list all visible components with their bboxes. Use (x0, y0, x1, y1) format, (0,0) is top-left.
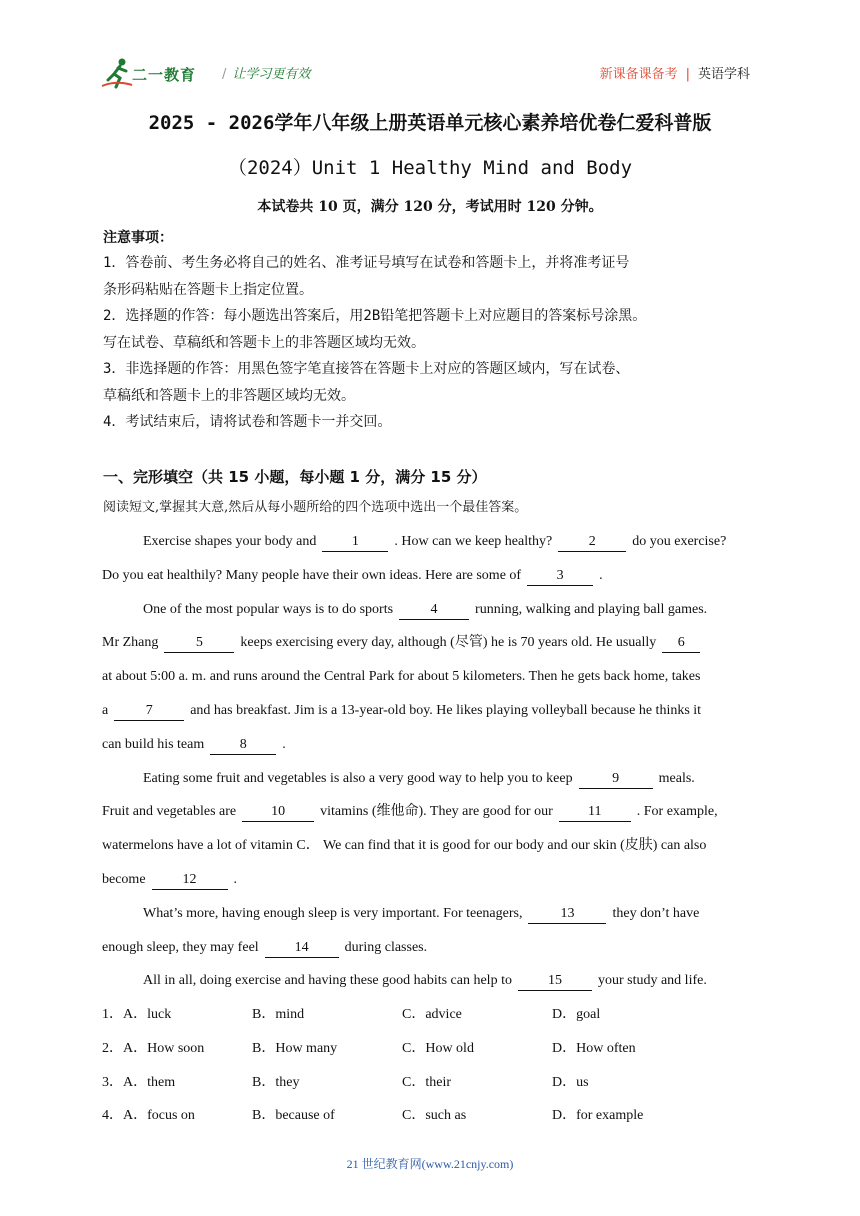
blank-2[interactable]: 2 (558, 533, 626, 552)
slash-icon: / (222, 67, 227, 82)
option-b[interactable]: B．mind (252, 1007, 305, 1022)
blank-3[interactable]: 3 (527, 567, 593, 586)
passage-line (102, 902, 766, 936)
passage-text: do you exercise? (632, 534, 727, 549)
passage-text: Mr Zhang (102, 635, 159, 651)
exam-info: 本试卷共 10 页，满分 120 分，考试用时 120 分钟。 (257, 199, 603, 215)
passage-line (102, 800, 766, 834)
blank-10[interactable]: 10 (242, 803, 314, 822)
section-instruction: 阅读短文,掌握其大意,然后从每小题所给的四个选项中选出一个最佳答案。 (103, 500, 528, 515)
question-4-options (102, 1105, 766, 1139)
blank-14[interactable]: 14 (265, 939, 339, 958)
passage-text: a (102, 702, 109, 718)
notes-line: 条形码粘贴在答题卡上指定位置。 (103, 281, 313, 298)
passage-line (102, 631, 766, 665)
blank-12[interactable]: 12 (152, 871, 228, 890)
passage-line (102, 767, 766, 801)
passage-text: enough sleep, they may feel (102, 939, 259, 955)
passage-text: running, walking and playing ball games. (475, 601, 708, 617)
notes-heading: 注意事项： (103, 230, 173, 246)
blank-9[interactable]: 9 (579, 770, 653, 789)
option-c[interactable]: C．their (402, 1074, 451, 1090)
option-d[interactable]: D．for example (552, 1108, 644, 1124)
passage-text: . For example, (636, 804, 718, 820)
passage-line (102, 868, 766, 902)
logo-text: 二一教育 (132, 66, 197, 84)
header-org: 新课备课备考 (599, 67, 678, 82)
passage-text: can build his team (102, 736, 205, 752)
option-a[interactable]: 2．A．How soon (102, 1040, 205, 1056)
passage-text: All in all, doing exercise and having these good habits can help to (143, 973, 512, 989)
option-c[interactable]: C．How old (402, 1040, 474, 1056)
blank-5[interactable]: 5 (164, 634, 234, 653)
header-subject: 英语学科 (697, 67, 750, 82)
passage-line (102, 936, 766, 970)
page-subtitle: （2024）Unit 1 Healthy Mind and Body (227, 157, 633, 179)
header-right (600, 63, 750, 82)
option-d[interactable]: D．How often (552, 1040, 636, 1056)
option-d[interactable]: D．us (552, 1074, 589, 1090)
passage-text: meals. (658, 770, 695, 786)
runner-icon (100, 56, 134, 90)
logo (100, 56, 212, 90)
passage-text: and has breakfast. Jim is a 13-year-old boy. He likes playing volleyball because he thinks it (190, 702, 702, 718)
blank-1[interactable]: 1 (322, 533, 388, 552)
passage-line: watermelons have a lot of vitamin C． We can find that it is good for our body and our skin (皮肤) can also (102, 838, 707, 854)
option-b[interactable]: B．they (252, 1074, 300, 1090)
option-d[interactable]: D．goal (552, 1007, 601, 1022)
question-3-options (102, 1072, 766, 1106)
answer-options (102, 1004, 766, 1139)
passage-text: keeps exercising every day, although (尽管) he is 70 years old. He usually (240, 635, 657, 651)
passage-line (102, 598, 766, 632)
header-separator: | (685, 67, 690, 82)
option-b[interactable]: B．How many (252, 1040, 338, 1056)
passage-line (102, 564, 766, 598)
section-title: 一、完形填空（共 15 小题，每小题 1 分，满分 15 分） (103, 468, 487, 486)
passage-line (102, 699, 766, 733)
page-footer[interactable]: 21 世纪教育网(www.21cnjy.com) (346, 1157, 514, 1171)
option-b[interactable]: B．because of (252, 1108, 335, 1124)
page-title: 2025 - 2026学年八年级上册英语单元核心素养培优卷仁爱科普版 (148, 112, 712, 134)
notes-line: 2．选择题的作答：每小题选出答案后，用2B铅笔把答题卡上对应题目的答案标号涂黑。 (103, 308, 647, 324)
blank-6[interactable]: 6 (662, 634, 700, 653)
slogan (222, 63, 310, 82)
option-a[interactable]: 1．A．luck (102, 1007, 172, 1022)
passage-text: . (233, 871, 238, 887)
page-header (100, 56, 760, 90)
blank-4[interactable]: 4 (399, 601, 469, 620)
question-1-options (102, 1004, 766, 1038)
passage-text: your study and life. (597, 973, 707, 989)
passage-text: Do you eat healthily? Many people have their own ideas. Here are some of (102, 567, 522, 583)
notes-line: 写在试卷、草稿纸和答题卡上的非答题区域均无效。 (103, 334, 425, 351)
passage-line (102, 969, 766, 1003)
option-c[interactable]: C．such as (402, 1108, 467, 1124)
slogan-text: 让学习更有效 (232, 67, 311, 82)
blank-13[interactable]: 13 (528, 905, 606, 924)
passage-text: Exercise shapes your body and (143, 534, 317, 549)
notes-line: 草稿纸和答题卡上的非答题区域均无效。 (103, 387, 355, 404)
passage-text: One of the most popular ways is to do sports (143, 601, 394, 617)
passage-text: Fruit and vegetables are (102, 804, 237, 820)
passage-line (102, 530, 766, 564)
option-a[interactable]: 4．A．focus on (102, 1108, 195, 1124)
passage-text: Eating some fruit and vegetables is also a very good way to help you to keep (143, 770, 573, 786)
passage-text: . (599, 567, 603, 583)
passage-line (102, 733, 766, 767)
blank-15[interactable]: 15 (518, 972, 592, 991)
passage-line: at about 5:00 a. m. and runs around the Central Park for about 5 kilometers. Then he gets back home, takes (102, 669, 701, 685)
option-a[interactable]: 3．A．them (102, 1074, 176, 1090)
cloze-passage (102, 530, 766, 1003)
passage-text: . (282, 736, 286, 752)
passage-text: What’s more, having enough sleep is very important. For teenagers, (143, 905, 523, 921)
notes-line: 1．答卷前、考生务必将自己的姓名、准考证号填写在试卷和答题卡上，并将准考证号 (103, 255, 630, 271)
notes-line: 4．考试结束后，请将试卷和答题卡一并交回。 (103, 414, 392, 430)
notes-section (103, 226, 773, 436)
blank-8[interactable]: 8 (210, 736, 276, 755)
option-c[interactable]: C．advice (402, 1007, 462, 1022)
passage-text: become (102, 871, 146, 887)
question-2-options (102, 1038, 766, 1072)
passage-text: during classes. (344, 939, 428, 955)
notes-line: 3．非选择题的作答：用黑色签字笔直接答在答题卡上对应的答题区域内，写在试卷、 (103, 361, 630, 377)
blank-11[interactable]: 11 (559, 803, 631, 822)
passage-text: they don’t have (612, 905, 700, 921)
passage-text: vitamins (维他命). They are good for our (320, 804, 553, 820)
blank-7[interactable]: 7 (114, 702, 184, 721)
passage-text: . How can we keep healthy? (394, 534, 553, 549)
